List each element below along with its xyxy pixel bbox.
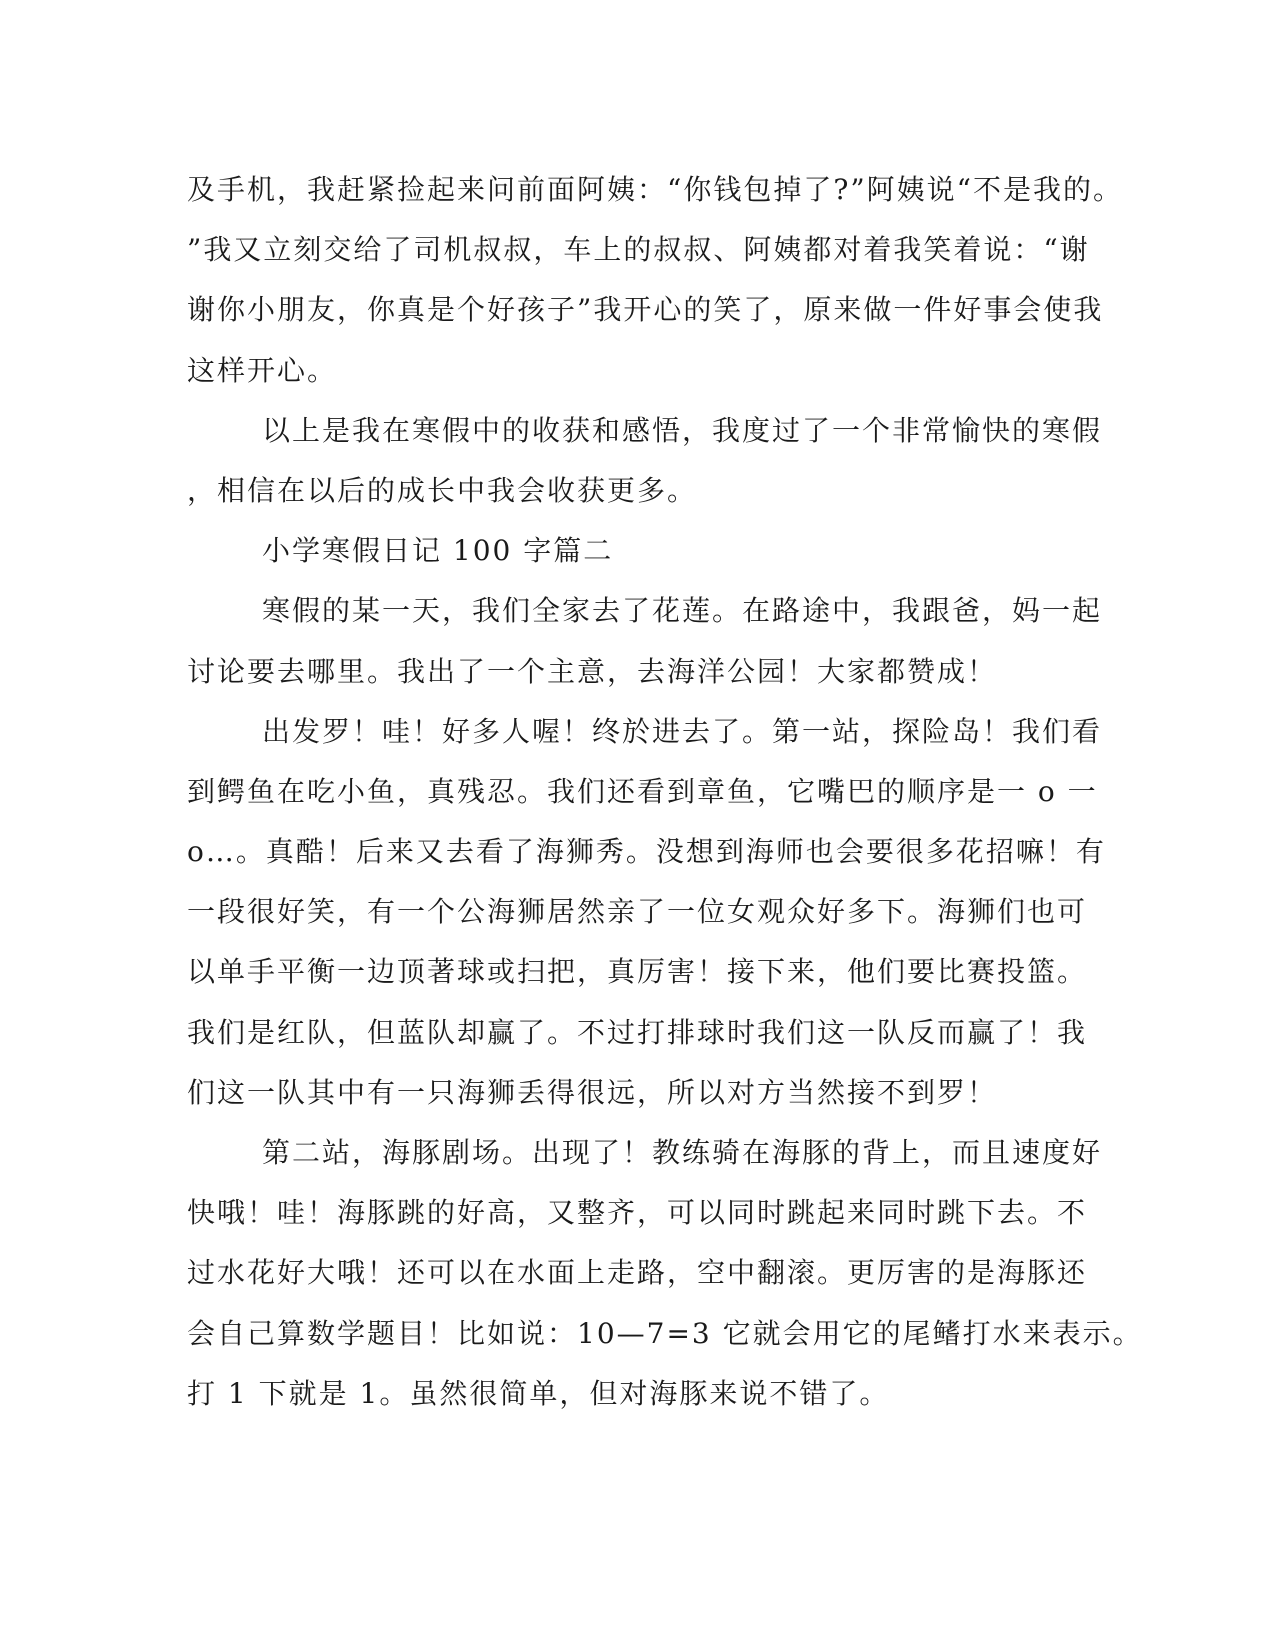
section-heading: 小学寒假日记 100 字篇二 [262, 534, 614, 568]
document-body [187, 160, 1143, 1424]
text-line: 谢你小朋友，你真是个好孩子”我开心的笑了，原来做一件好事会使我 [187, 293, 1104, 327]
text-line: 我们是红队，但蓝队却赢了。不过打排球时我们这一队反而赢了！我 [187, 1015, 1088, 1049]
text-line: ，相信在以后的成长中我会收获更多。 [187, 473, 698, 507]
text-line: 会自己算数学题目！比如说：10—7=3 它就会用它的尾鳍打水来表示。 [187, 1316, 1143, 1350]
text-line: 以上是我在寒假中的收获和感悟，我度过了一个非常愉快的寒假 [262, 413, 1103, 447]
text-line: 快哦！哇！海豚跳的好高，又整齐，可以同时跳起来同时跳下去。不 [187, 1196, 1088, 1230]
text-line: 出发罗！哇！好多人喔！终於进去了。第一站，探险岛！我们看 [262, 714, 1103, 748]
text-line: 及手机，我赶紧捡起来问前面阿姨：“你钱包掉了?”阿姨说“不是我的。 [187, 173, 1123, 206]
text-line: 打 1 下就是 1。虽然很简单，但对海豚来说不错了。 [187, 1376, 890, 1410]
text-line: o…。真酷！后来又去看了海狮秀。没想到海师也会要很多花招嘛！有 [187, 835, 1106, 869]
text-line: 这样开心。 [187, 353, 338, 387]
text-line: 一段很好笑，有一个公海狮居然亲了一位女观众好多下。海狮们也可 [187, 895, 1088, 929]
text-line: 第二站，海豚剧场。出现了！教练骑在海豚的背上，而且速度好 [262, 1136, 1103, 1169]
text-line: 们这一队其中有一只海狮丢得很远，所以对方当然接不到罗！ [187, 1075, 998, 1109]
text-line: 寒假的某一天，我们全家去了花莲。在路途中，我跟爸，妈一起 [262, 594, 1103, 628]
text-line: ”我又立刻交给了司机叔叔，车上的叔叔、阿姨都对着我笑着说：“谢 [187, 233, 1090, 267]
text-line: 到鳄鱼在吃小鱼，真残忍。我们还看到章鱼，它嘴巴的顺序是一 o 一 [187, 774, 1098, 808]
text-line: 过水花好大哦！还可以在水面上走路，空中翻滚。更厉害的是海豚还 [187, 1256, 1088, 1290]
text-line: 讨论要去哪里。我出了一个主意，去海洋公园！大家都赞成！ [187, 654, 998, 688]
text-line: 以单手平衡一边顶著球或扫把，真厉害！接下来，他们要比赛投篮。 [187, 955, 1088, 989]
